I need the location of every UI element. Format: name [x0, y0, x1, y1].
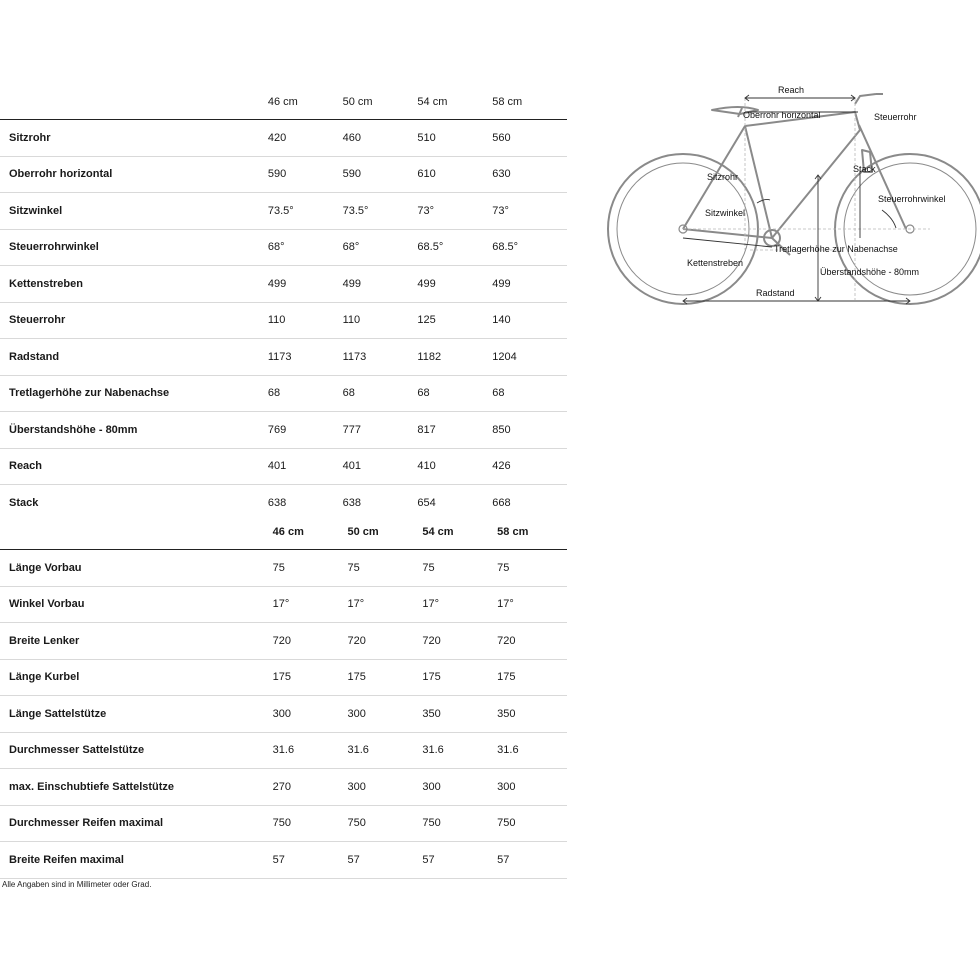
table-row: [0, 412, 567, 449]
table-row: [0, 157, 567, 194]
label-sitzrohr: Sitzrohr: [707, 172, 739, 182]
label-kettenstreben: Kettenstreben: [687, 258, 744, 268]
table-cell: 720: [272, 634, 292, 647]
table-cell: 175: [497, 671, 516, 684]
table-cell: 110: [267, 314, 286, 327]
table-cell: 31.6: [347, 744, 369, 757]
table-row: [0, 587, 567, 624]
table-cell: 720: [347, 634, 366, 647]
size-column-header: 46 cm: [267, 95, 298, 108]
table-cell: 410: [417, 460, 436, 473]
row-label: Steuerrohrwinkel: [9, 241, 99, 254]
table-cell: 31.6: [422, 744, 444, 757]
label-reach: Reach: [778, 85, 805, 95]
row-label: Kettenstreben: [9, 277, 83, 290]
row-label: Stack: [9, 496, 39, 509]
table-cell: 590: [267, 168, 287, 181]
components-table: [0, 514, 567, 879]
row-label: Winkel Vorbau: [9, 598, 85, 611]
table-cell: 850: [492, 423, 511, 436]
table-cell: 175: [272, 671, 292, 684]
table-cell: 720: [497, 634, 516, 647]
table-cell: 1173: [342, 350, 367, 363]
label-radstand: Radstand: [756, 288, 795, 298]
table-cell: 17°: [497, 598, 514, 611]
row-label: Überstandshöhe - 80mm: [9, 423, 138, 436]
row-label: Reach: [9, 460, 43, 473]
row-label: Durchmesser Reifen maximal: [9, 817, 164, 830]
table-cell: 401: [342, 460, 361, 473]
table-cell: 73.5°: [342, 204, 369, 217]
table-cell: 57: [272, 853, 285, 866]
label-steuerrohr: Steuerrohr: [874, 112, 917, 122]
table-cell: 68°: [267, 241, 285, 254]
label-oberrohr-horizontal: Oberrohr horizontal: [743, 110, 821, 120]
row-label: Radstand: [9, 350, 60, 363]
table-row: [0, 733, 567, 770]
row-label: Oberrohr horizontal: [9, 168, 113, 181]
row-label: Länge Vorbau: [9, 561, 82, 574]
table-cell: 31.6: [272, 744, 295, 757]
table-cell: 777: [342, 423, 361, 436]
table-cell: 140: [492, 314, 511, 327]
label-tretlagerhoehe: Tretlagerhöhe zur Nabenachse: [774, 244, 898, 254]
row-label: Tretlagerhöhe zur Nabenachse: [9, 387, 170, 400]
table-cell: 300: [422, 780, 441, 793]
front-wheel: [835, 154, 980, 304]
table-cell: 68.5°: [492, 241, 519, 254]
table-cell: 638: [342, 496, 361, 509]
table-cell: 750: [497, 817, 516, 830]
table-row: [0, 449, 567, 486]
table-header-row: [0, 84, 567, 120]
table-cell: 57: [347, 853, 360, 866]
row-label: Breite Reifen maximal: [9, 853, 124, 866]
table-row: [0, 660, 567, 697]
label-sitzwinkel: Sitzwinkel: [705, 208, 746, 218]
table-row: [0, 842, 567, 879]
size-column-header: 46 cm: [272, 525, 304, 538]
table-cell: 73°: [492, 204, 509, 217]
table-cell: 654: [417, 496, 436, 509]
table-cell: 460: [342, 131, 361, 144]
label-stack: Stack: [853, 164, 876, 174]
row-label: Sitzwinkel: [9, 204, 63, 217]
table-cell: 401: [267, 460, 287, 473]
size-column-header: 50 cm: [347, 525, 379, 538]
row-label: Länge Sattelstütze: [9, 707, 107, 720]
table-cell: 350: [422, 707, 441, 720]
size-column-header: 58 cm: [497, 525, 529, 538]
table-cell: 68.5°: [417, 241, 444, 254]
table-cell: 420: [267, 131, 287, 144]
table-cell: 57: [422, 853, 435, 866]
table-cell: 110: [342, 314, 361, 327]
table-cell: 68: [417, 387, 430, 400]
size-column-header: 50 cm: [342, 95, 373, 108]
footnote: Alle Angaben sind in Millimeter oder Grad.: [2, 880, 152, 889]
table-cell: 560: [492, 131, 511, 144]
table-cell: 668: [492, 496, 511, 509]
table-cell: 750: [272, 817, 292, 830]
table-cell: 73°: [417, 204, 435, 217]
size-column-header: 54 cm: [422, 525, 454, 538]
table-cell: 630: [492, 168, 511, 181]
row-label: Sitzrohr: [9, 131, 51, 144]
table-row: [0, 193, 567, 230]
table-cell: 499: [417, 277, 436, 290]
table-cell: 270: [272, 780, 292, 793]
table-cell: 125: [417, 314, 436, 327]
table-row: [0, 120, 567, 157]
table-cell: 750: [422, 817, 441, 830]
table-cell: 590: [342, 168, 361, 181]
table-header-row: [0, 514, 567, 550]
table-cell: 68: [342, 387, 355, 400]
geometry-table: [0, 84, 567, 521]
table-cell: 300: [497, 780, 516, 793]
table-cell: 75: [497, 561, 510, 574]
table-cell: 350: [497, 707, 516, 720]
row-label: Breite Lenker: [9, 634, 80, 647]
table-row: [0, 806, 567, 843]
table-cell: 75: [272, 561, 285, 574]
table-row: [0, 550, 567, 587]
table-cell: 769: [267, 423, 287, 436]
label-steuerrohrwinkel: Steuerrohrwinkel: [878, 194, 946, 204]
table-cell: 426: [492, 460, 511, 473]
size-column-header: 58 cm: [492, 95, 523, 108]
table-cell: 499: [342, 277, 361, 290]
row-label: Länge Kurbel: [9, 671, 80, 684]
table-cell: 499: [492, 277, 511, 290]
table-row: [0, 230, 567, 267]
table-cell: 499: [267, 277, 287, 290]
table-row: [0, 339, 567, 376]
table-cell: 17°: [347, 598, 365, 611]
table-cell: 75: [347, 561, 360, 574]
row-label: Durchmesser Sattelstütze: [9, 744, 145, 757]
label-ueberstandshoehe: Überstandshöhe - 80mm: [820, 267, 920, 277]
table-cell: 750: [347, 817, 366, 830]
table-cell: 17°: [422, 598, 439, 611]
table-cell: 638: [267, 496, 287, 509]
table-cell: 17°: [272, 598, 290, 611]
table-cell: 68°: [342, 241, 360, 254]
table-cell: 73.5°: [267, 204, 294, 217]
table-cell: 1173: [267, 350, 292, 363]
table-cell: 720: [422, 634, 441, 647]
table-cell: 75: [422, 561, 435, 574]
table-cell: 68: [267, 387, 281, 400]
table-cell: 57: [497, 853, 510, 866]
table-cell: 1204: [492, 350, 517, 363]
row-label: Steuerrohr: [9, 314, 66, 327]
table-cell: 510: [417, 131, 436, 144]
bike-geometry-diagram: [604, 80, 980, 310]
table-cell: 175: [347, 671, 366, 684]
table-cell: 175: [422, 671, 441, 684]
table-cell: 300: [347, 780, 366, 793]
table-row: [0, 266, 567, 303]
table-cell: 817: [417, 423, 436, 436]
table-cell: 300: [347, 707, 366, 720]
table-cell: 68: [492, 387, 505, 400]
table-row: [0, 696, 567, 733]
table-row: [0, 303, 567, 340]
table-cell: 610: [417, 168, 436, 181]
table-cell: 31.6: [497, 744, 519, 757]
table-row: [0, 769, 567, 806]
row-label: max. Einschubtiefe Sattelstütze: [9, 780, 175, 793]
table-row: [0, 376, 567, 413]
size-column-header: 54 cm: [417, 95, 448, 108]
table-cell: 1182: [417, 350, 442, 363]
table-cell: 300: [272, 707, 292, 720]
table-row: [0, 623, 567, 660]
